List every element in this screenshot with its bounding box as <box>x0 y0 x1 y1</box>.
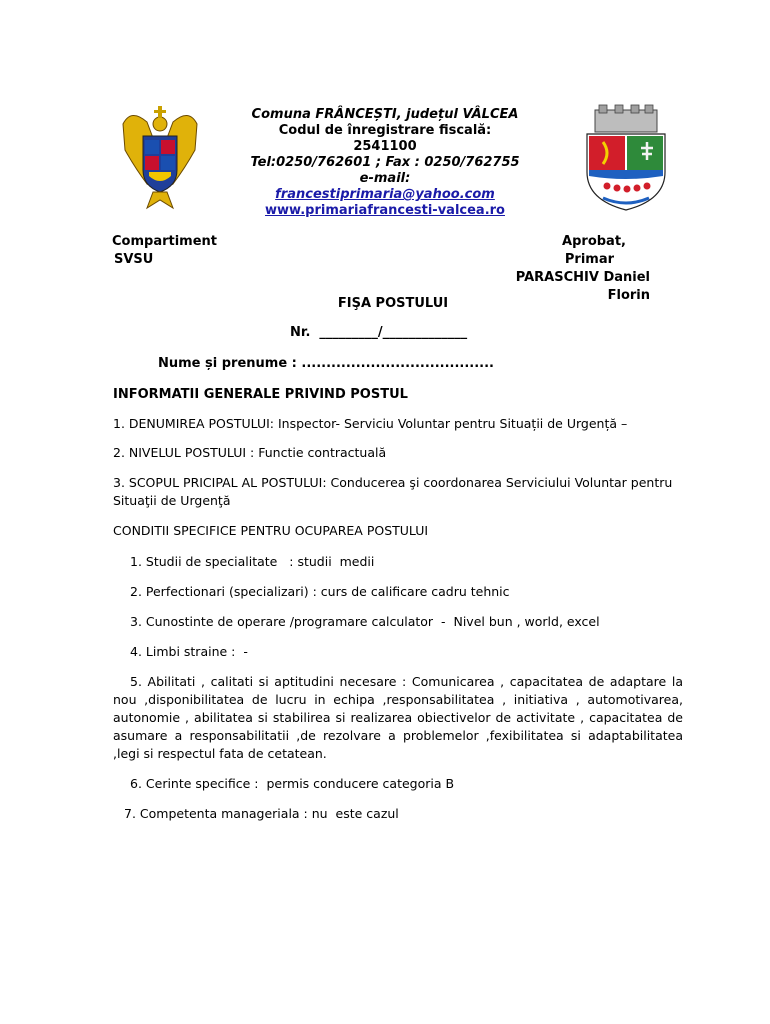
approval-block <box>470 233 650 305</box>
header-commune: Comuna FRÂNCEȘTI, județul VÂLCEA <box>251 107 519 122</box>
condition-languages: 4. Limbi straine : - <box>130 644 248 659</box>
item-job-level: 2. NIVELUL POSTULUI : Functie contractuală <box>113 445 387 460</box>
email-link[interactable]: francestiprimaria@yahoo.com <box>275 187 495 202</box>
condition-studies: 1. Studii de specialitate : studii medii <box>130 554 375 569</box>
department-label: Compartiment <box>112 234 218 249</box>
eagle-icon <box>117 104 203 216</box>
item-job-title: 1. DENUMIREA POSTULUI: Inspector- Serviciu Voluntar pentru Situații de Urgență – <box>113 416 628 431</box>
header-email-line <box>250 171 520 203</box>
header-fiscal-code: Codul de înregistrare fiscală: 2541100 <box>278 123 492 154</box>
header-block <box>250 107 520 219</box>
department-name: SVSU <box>114 252 154 267</box>
romania-coat-of-arms <box>117 104 203 216</box>
commune-shield-icon <box>581 104 671 212</box>
email-label: e-mail: <box>359 171 411 186</box>
header-phone-fax: Tel:0250/762601 ; Fax : 0250/762755 <box>250 155 520 170</box>
condition-abilities: 5. Abilitati , calitati si aptitudini necesare : Comunicarea , capacitatea de adaptare la nou ,disponibilitatea de lucru in echipa ,responsabilitatea , initiativa , automotivarea, autonomie , abilitatea si stabilirea si realizarea obiectivelor de activitate , capacitatea de asumare a responsabilitatii ,de rezolvare a problemelor ,fexibilitatea si adaptabilitatea ,legi si respectul fata de cetatean. <box>113 674 683 761</box>
website-link[interactable]: www.primariafrancesti-valcea.ro <box>265 203 505 218</box>
condition-managerial: 7. Competenta manageriala : nu este cazul <box>124 806 399 821</box>
condition-computer: 3. Cunostinte de operare /programare calculator - Nivel bun , world, excel <box>130 614 600 629</box>
approval-role: Primar <box>564 252 614 267</box>
approval-label: Aprobat, <box>562 234 626 249</box>
commune-coat-of-arms <box>581 104 671 212</box>
section-general-heading: INFORMATII GENERALE PRIVIND POSTUL <box>113 387 408 402</box>
department-block <box>112 233 217 269</box>
section-conditions-heading: CONDITII SPECIFICE PENTRU OCUPAREA POSTULUI <box>113 523 429 538</box>
number-line: Nr. _________/_____________ <box>290 325 468 340</box>
page-title: FIŞA POSTULUI <box>337 296 449 311</box>
approval-name: PARASCHIV Daniel Florin <box>515 270 650 303</box>
name-line: Nume și prenume : ....................................... <box>158 356 495 371</box>
condition-training: 2. Perfectionari (specializari) : curs de calificare cadru tehnic <box>130 584 510 599</box>
item-job-purpose: 3. SCOPUL PRICIPAL AL POSTULUI: Conducerea şi coordonarea Serviciului Voluntar pentru Situaţii de Urgenţă <box>113 475 673 508</box>
condition-specific: 6. Cerinte specifice : permis conducere categoria B <box>130 776 455 791</box>
